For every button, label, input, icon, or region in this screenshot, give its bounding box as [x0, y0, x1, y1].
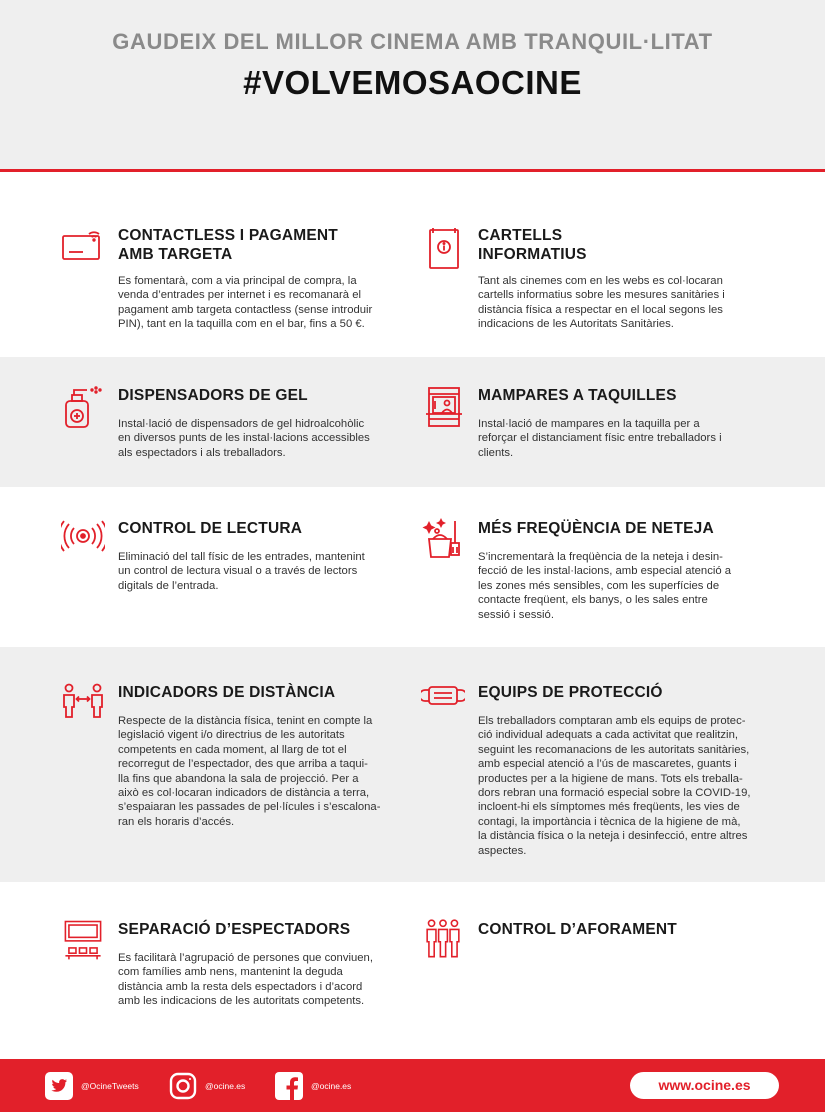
item-body: Es fomentarà, com a via principal de compra, la venda d’entrades per internet i es recomanarà el pagament amb targeta contactless (sense introduir PIN), tant en la taquilla com en el bar, fins a 50 €. [118, 275, 373, 331]
twitter-icon [45, 1072, 73, 1100]
item-body: Instal·lació de dispensadors de gel hidroalcohòlic en diversos punts de les instal·lacions accessibles als espectadors i als treballadors. [118, 418, 370, 459]
item-body: Es facilitarà l’agrupació de persones que conviuen, com famílies amb nens, mantenint la deguda distància amb la resta dels espectadors i d’acord amb les indicacions de les autoritats competents. [118, 952, 373, 1008]
cleaning-bucket-icon [421, 517, 465, 561]
item-heading: MÉS FREQÜÈNCIA DE NETEJA [478, 520, 714, 537]
item-body: Tant als cinemes com en les webs es col·locaran cartells informatius sobre les mesures sanitàries i distància física a respectar en el local segons les indicacions de les Autoritats Sanitàries. [478, 275, 725, 331]
item-body: Instal·lació de mampares en la taquilla per a reforçar el distanciament físic entre treballadors i clients. [478, 418, 722, 459]
contactless-reading-icon [61, 517, 105, 561]
website-link[interactable]: www.ocine.es [630, 1072, 779, 1099]
social-distance-icon [61, 681, 105, 725]
page-header [0, 0, 825, 172]
face-mask-icon [421, 681, 465, 725]
contactless-card-icon [61, 226, 105, 270]
facebook-link[interactable] [275, 1072, 351, 1100]
page-title: #VOLVEMOSAOCINE [243, 64, 582, 101]
gel-dispenser-icon [61, 385, 105, 429]
item-body: Eliminació del tall físic de les entrades, mantenint un control de lectura visual o a través de lectors digitals de l’entrada. [118, 551, 365, 592]
item-body: S’incrementarà la freqüència de la neteja i desin- fecció de les instal·lacions, amb especial atenció a les zones més sensibles, com les superfícies de contacte freqüent, els banys, o les sales entre sessió i sessió. [478, 551, 732, 621]
cinema-seats-icon [61, 918, 105, 962]
instagram-icon [169, 1072, 197, 1100]
instagram-link[interactable] [169, 1072, 245, 1100]
item-heading: INDICADORS DE DISTÀNCIA [118, 684, 336, 701]
facebook-handle: @ocine.es [311, 1081, 352, 1091]
capacity-people-icon [421, 918, 465, 962]
item-heading: MAMPARES A TAQUILLES [478, 387, 677, 404]
instagram-handle: @ocine.es [205, 1081, 246, 1091]
item-heading: EQUIPS DE PROTECCIÓ [478, 684, 663, 701]
item-body: Respecte de la distància física, tenint en compte la legislació vigent i/o directrius de les autoritats competents en cada moment, al llarg de tot el recorregut de l’espectador, des que arriba a taqui- lla fins que abandona la sala de projecció. Per a això es col·locaran indicadors de distància a terra, s’espaiaran les passades de pel·lícules i s’escalona- ran els horaris d’accés. [118, 715, 381, 828]
footer-bar [0, 1059, 825, 1112]
ticket-window-screen-icon [421, 385, 465, 429]
item-heading: CONTACTLESS I PAGAMENT AMB TARGETA [118, 227, 338, 263]
item-heading: CONTROL D’AFORAMENT [478, 921, 677, 938]
item-heading: DISPENSADORS DE GEL [118, 387, 308, 404]
page-subtitle: GAUDEIX DEL MILLOR CINEMA AMB TRANQUIL·LITAT [112, 29, 713, 54]
twitter-handle: @OcineTweets [81, 1081, 139, 1091]
info-poster-icon [421, 226, 465, 270]
facebook-icon [275, 1072, 303, 1100]
item-heading: CARTELLS INFORMATIUS [478, 227, 587, 263]
item-heading: CONTROL DE LECTURA [118, 520, 303, 537]
item-body: Els treballadors comptaran amb els equips de protec- ció individual adequats a cada activitat que realitzin, seguint les recomanacions de les autoritats sanitàries, amb especial atenció a l’ús de mascaretes, guants i productes per a la higiene de mans. Tots els treballa- dors rebran una formació especial sobre la COVID-19, incloent-hi els símptomes més freqüents, les vies de contagi, la importància i tècnica de la higiene de mà, la distància física o la neteja i desinfecció, entre altres aspectes. [478, 715, 751, 857]
item-heading: SEPARACIÓ D’ESPECTADORS [118, 921, 351, 938]
twitter-link[interactable] [45, 1072, 139, 1100]
